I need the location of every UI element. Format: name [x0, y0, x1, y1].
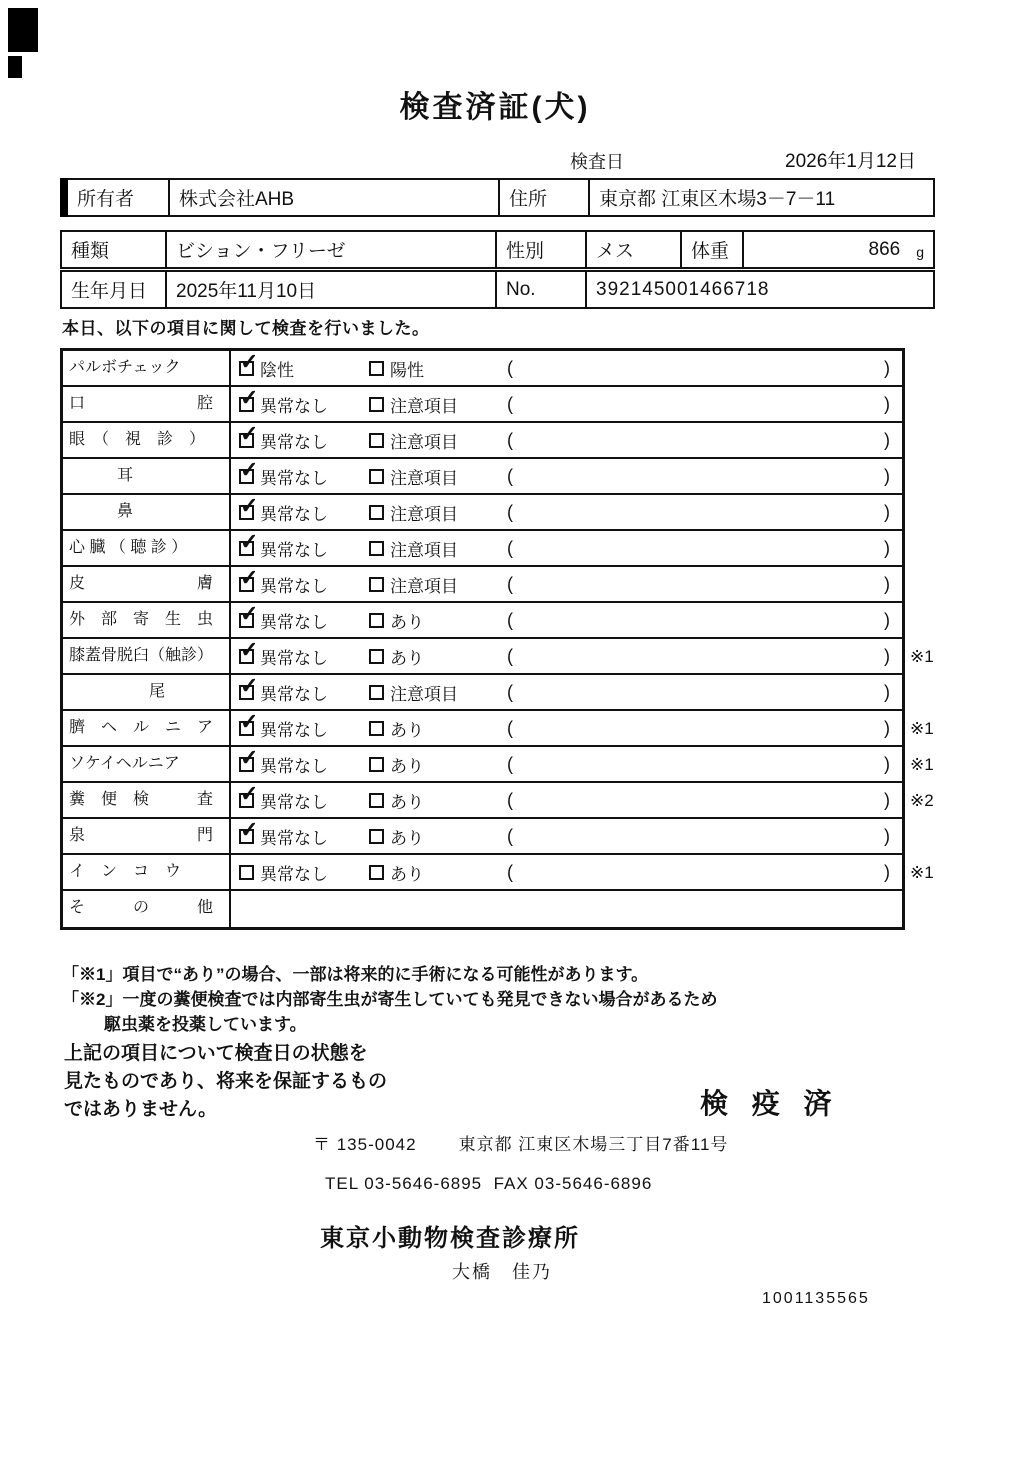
no-label: No. [496, 271, 586, 308]
exam-item-label: 膝蓋骨脱臼（触診） [63, 639, 231, 673]
footnote-2-cont: 駆虫薬を投薬しています。 [104, 1015, 307, 1034]
option-primary [239, 816, 369, 849]
paren-close: ) [884, 717, 890, 738]
table-row [63, 855, 934, 891]
footnote-mark: ※1 [910, 863, 934, 882]
clinic-address-row [313, 1130, 728, 1155]
option-primary [239, 636, 369, 669]
exam-item-options [231, 816, 902, 853]
remarks-field [503, 394, 902, 415]
option-secondary-label: あり [390, 648, 424, 668]
table-row [63, 780, 934, 819]
intro-text: 本日、以下の項目に関して検査を行いました。 [62, 319, 430, 338]
paren-close: ) [884, 753, 890, 774]
owner-table [60, 178, 935, 217]
option-secondary [369, 536, 503, 561]
option-secondary [369, 428, 503, 453]
paren-close: ) [884, 537, 890, 558]
footnote-2: 「※2」一度の糞便検査では内部寄生虫が寄生していても発見できない場合があるため [62, 990, 718, 1009]
breed-value: ビション・フリーゼ [166, 231, 496, 268]
paren-open: ( [507, 825, 513, 846]
address-value: 東京都 江東区木場3－7－11 [589, 179, 934, 216]
paren-open: ( [507, 789, 513, 810]
checkmark-icon: ✓ [240, 348, 259, 374]
table-row [63, 564, 902, 603]
option-secondary [369, 860, 503, 885]
weight-number: 866 [868, 238, 901, 260]
option-secondary [369, 680, 503, 705]
checkmark-icon: ✓ [240, 492, 259, 518]
checkbox-icon [369, 577, 384, 592]
option-secondary [369, 644, 503, 669]
checkbox-icon [239, 492, 259, 520]
paren-open: ( [507, 465, 513, 486]
option-primary [239, 528, 369, 561]
option-primary-label: 異常なし [260, 396, 328, 416]
footnote-mark: ※1 [910, 647, 934, 666]
paren-close: ) [884, 393, 890, 414]
paren-close: ) [884, 429, 890, 450]
examiner-name: 大橋 佳乃 [452, 1262, 552, 1282]
paren-close: ) [884, 825, 890, 846]
inspection-date-value: 2026年1月12日 [785, 151, 916, 172]
checkbox-icon [239, 348, 259, 376]
checkmark-icon: ✓ [240, 564, 259, 590]
exam-item-options [231, 456, 902, 493]
option-primary [239, 456, 369, 489]
remarks-field [503, 790, 902, 811]
checkbox-icon [239, 744, 259, 772]
option-secondary-label: あり [390, 864, 424, 884]
footnote-mark: ※1 [910, 719, 934, 738]
table-row [63, 528, 902, 567]
option-secondary-label: あり [390, 720, 424, 740]
checkmark-icon: ✓ [240, 780, 259, 806]
exam-item-label: 心 臓 （ 聴 診 ） [63, 531, 231, 565]
checkbox-icon [239, 672, 259, 700]
remarks-field [503, 538, 902, 559]
option-secondary-label: 注意項目 [390, 396, 458, 416]
birth-value: 2025年11月10日 [166, 271, 496, 308]
exam-item-options [231, 600, 902, 637]
checkmark-icon: ✓ [240, 528, 259, 554]
checkmark-icon: ✓ [240, 384, 259, 410]
disclaimer-line-1: 上記の項目について検査日の状態を [64, 1043, 368, 1064]
checkbox-icon [369, 685, 384, 700]
remarks-field [503, 682, 902, 703]
table-row [63, 708, 934, 747]
option-primary-label: 異常なし [260, 468, 328, 488]
option-primary [239, 420, 369, 453]
exam-item-options [231, 672, 902, 709]
option-secondary [369, 356, 503, 381]
table-row [63, 816, 902, 855]
checkbox-icon [239, 600, 259, 628]
checkbox-icon [239, 816, 259, 844]
table-row [63, 348, 902, 387]
disclaimer-text [64, 1040, 387, 1124]
option-primary [239, 600, 369, 633]
checklist-table [60, 348, 934, 930]
exam-item-label: 口 腔 [63, 387, 231, 421]
checkbox-icon [239, 384, 259, 412]
paren-open: ( [507, 537, 513, 558]
remarks-field [503, 754, 902, 775]
exam-item-label: ソケイヘルニア [63, 747, 231, 781]
checkbox-icon [239, 420, 259, 448]
remarks-field [503, 646, 902, 667]
option-primary-label: 陰性 [260, 360, 294, 380]
paren-close: ) [884, 357, 890, 378]
paren-open: ( [507, 429, 513, 450]
option-secondary-label: 注意項目 [390, 576, 458, 596]
paren-open: ( [507, 357, 513, 378]
option-primary-label: 異常なし [260, 432, 328, 452]
checkmark-icon: ✓ [240, 456, 259, 482]
remarks-field [503, 862, 902, 883]
exam-item-options [231, 708, 902, 745]
table-row [63, 744, 934, 783]
option-secondary-label: あり [390, 828, 424, 848]
option-secondary-label: あり [390, 792, 424, 812]
paren-close: ) [884, 465, 890, 486]
checkbox-icon [239, 636, 259, 664]
footnote-mark: ※2 [910, 791, 934, 810]
remarks-field [503, 358, 902, 379]
checkbox-icon [369, 793, 384, 808]
option-primary [239, 744, 369, 777]
exam-item-label: イ ン コ ウ [63, 855, 231, 889]
exam-item-label: 臍 ヘ ル ニ ア [63, 711, 231, 745]
checkbox-icon [369, 649, 384, 664]
option-primary-label: 異常なし [260, 792, 328, 812]
weight-label: 体重 [681, 231, 743, 268]
table-row [63, 636, 934, 675]
checkmark-icon: ✓ [240, 816, 259, 842]
option-primary [239, 492, 369, 525]
table-row [63, 672, 902, 711]
paren-open: ( [507, 753, 513, 774]
exam-item-options [231, 492, 902, 529]
table-row [61, 271, 934, 308]
quarantine-stamp: 検 疫 済 [700, 1088, 840, 1119]
remarks-field [503, 610, 902, 631]
option-primary [239, 860, 369, 885]
option-secondary-label: あり [390, 612, 424, 632]
option-secondary [369, 824, 503, 849]
exam-item-label: そ の 他 [63, 891, 231, 927]
option-secondary [369, 464, 503, 489]
footnote-mark: ※1 [910, 755, 934, 774]
remarks-field [503, 718, 902, 739]
clinic-name: 東京小動物検査診療所 [320, 1225, 580, 1252]
exam-item-options [231, 744, 902, 781]
option-primary-label: 異常なし [260, 864, 328, 884]
checkmark-icon: ✓ [240, 672, 259, 698]
footnotes [62, 962, 717, 1037]
breed-label: 種類 [61, 231, 166, 268]
checkbox-icon [369, 757, 384, 772]
checkbox-icon [369, 433, 384, 448]
no-value: 392145001466718 [586, 271, 934, 308]
checkmark-icon: ✓ [240, 744, 259, 770]
checkbox-icon [369, 865, 384, 880]
table-row [63, 600, 902, 639]
option-primary-label: 異常なし [260, 828, 328, 848]
option-secondary [369, 752, 503, 777]
checkbox-icon [369, 397, 384, 412]
checkbox-icon [369, 721, 384, 736]
option-secondary-label: 注意項目 [390, 468, 458, 488]
remarks-field [503, 826, 902, 847]
option-secondary-label: 陽性 [390, 360, 424, 380]
option-primary-label: 異常なし [260, 684, 328, 704]
paren-open: ( [507, 681, 513, 702]
option-primary-label: 異常なし [260, 648, 328, 668]
option-primary [239, 708, 369, 741]
checkmark-icon: ✓ [240, 636, 259, 662]
exam-item-label: 外 部 寄 生 虫 [63, 603, 231, 637]
option-primary [239, 780, 369, 813]
table-row [63, 492, 902, 531]
option-secondary [369, 572, 503, 597]
checkbox-icon [369, 361, 384, 376]
exam-item-options [231, 348, 902, 385]
checkbox-icon [239, 564, 259, 592]
remarks-field [503, 574, 902, 595]
option-secondary-label: あり [390, 756, 424, 776]
checkbox-icon [239, 865, 254, 880]
birth-label: 生年月日 [61, 271, 166, 308]
option-primary [239, 348, 369, 381]
exam-item-options [231, 420, 902, 457]
option-secondary [369, 788, 503, 813]
option-primary [239, 564, 369, 597]
table-row [64, 179, 934, 216]
exam-item-label: 尾 [63, 675, 231, 709]
checkbox-icon [369, 505, 384, 520]
option-secondary [369, 716, 503, 741]
table-row [63, 420, 902, 459]
option-secondary [369, 392, 503, 417]
owner-value: 株式会社AHB [169, 179, 499, 216]
checklist-rows [63, 348, 934, 891]
dog-info-table [60, 230, 935, 269]
exam-item-options [231, 780, 902, 817]
inspection-date-label: 検査日 [570, 152, 624, 172]
option-primary-label: 異常なし [260, 504, 328, 524]
exam-item-label: パルボチェック [63, 351, 231, 385]
paren-open: ( [507, 393, 513, 414]
footnote-1: 「※1」項目で“あり”の場合、一部は将来的に手術になる可能性があります。 [62, 965, 649, 984]
paren-open: ( [507, 501, 513, 522]
exam-item-options [231, 384, 902, 421]
checkbox-icon [239, 456, 259, 484]
paren-open: ( [507, 573, 513, 594]
option-primary-label: 異常なし [260, 612, 328, 632]
exam-item-options [231, 855, 902, 889]
sex-value: メス [586, 231, 681, 268]
checkmark-icon: ✓ [240, 600, 259, 626]
option-secondary-label: 注意項目 [390, 504, 458, 524]
owner-label: 所有者 [64, 179, 169, 216]
birth-no-table [60, 270, 935, 309]
option-primary-label: 異常なし [260, 720, 328, 740]
paren-open: ( [507, 861, 513, 882]
option-primary-label: 異常なし [260, 540, 328, 560]
disclaimer-line-3: ではありません。 [64, 1099, 218, 1120]
exam-item-label: 泉 門 [63, 819, 231, 853]
clinic-phone: TEL 03-5646-6895 FAX 03-5646-6896 [325, 1174, 653, 1193]
weight-value [743, 231, 934, 268]
scan-artifact [8, 56, 22, 78]
table-row [63, 384, 902, 423]
exam-item-label: 眼 （ 視 診 ） [63, 423, 231, 457]
paren-open: ( [507, 717, 513, 738]
table-row [63, 891, 902, 927]
sex-label: 性別 [496, 231, 586, 268]
disclaimer-line-2: 見たものであり、将来を保証するもの [64, 1071, 388, 1092]
postal-code: 〒 135-0042 [313, 1135, 417, 1154]
paren-open: ( [507, 609, 513, 630]
option-secondary [369, 500, 503, 525]
option-primary [239, 672, 369, 705]
checkbox-icon [369, 829, 384, 844]
paren-close: ) [884, 789, 890, 810]
exam-item-label: 皮 膚 [63, 567, 231, 601]
exam-item-label: 耳 [63, 459, 231, 493]
paren-close: ) [884, 501, 890, 522]
remarks-field [503, 466, 902, 487]
table-row [63, 456, 902, 495]
exam-item-options [231, 564, 902, 601]
option-secondary-label: 注意項目 [390, 432, 458, 452]
option-secondary-label: 注意項目 [390, 684, 458, 704]
option-secondary-label: 注意項目 [390, 540, 458, 560]
paren-close: ) [884, 573, 890, 594]
paren-close: ) [884, 645, 890, 666]
option-primary [239, 384, 369, 417]
page-title: 検査済証(犬) [399, 91, 591, 124]
checkmark-icon: ✓ [240, 420, 259, 446]
checkbox-icon [239, 528, 259, 556]
checkmark-icon: ✓ [240, 708, 259, 734]
exam-item-label: 鼻 [63, 495, 231, 529]
paren-close: ) [884, 609, 890, 630]
checkbox-icon [369, 469, 384, 484]
clinic-address: 東京都 江東区木場三丁目7番11号 [458, 1135, 729, 1154]
option-secondary [369, 608, 503, 633]
remarks-field [503, 430, 902, 451]
option-primary-label: 異常なし [260, 576, 328, 596]
option-primary-label: 異常なし [260, 756, 328, 776]
serial-number: 1001135565 [762, 1290, 870, 1307]
paren-close: ) [884, 681, 890, 702]
address-label: 住所 [499, 179, 589, 216]
exam-item-options [231, 636, 902, 673]
exam-item-options [231, 528, 902, 565]
scan-artifact [8, 8, 38, 52]
exam-item-label: 糞 便 検 査 [63, 783, 231, 817]
other-empty-cell [231, 891, 902, 927]
weight-unit: g [916, 243, 924, 260]
paren-close: ) [884, 861, 890, 882]
checkbox-icon [239, 708, 259, 736]
checkbox-icon [369, 613, 384, 628]
checkbox-icon [369, 541, 384, 556]
checkbox-icon [239, 780, 259, 808]
paren-open: ( [507, 645, 513, 666]
table-row [61, 231, 934, 268]
remarks-field [503, 502, 902, 523]
